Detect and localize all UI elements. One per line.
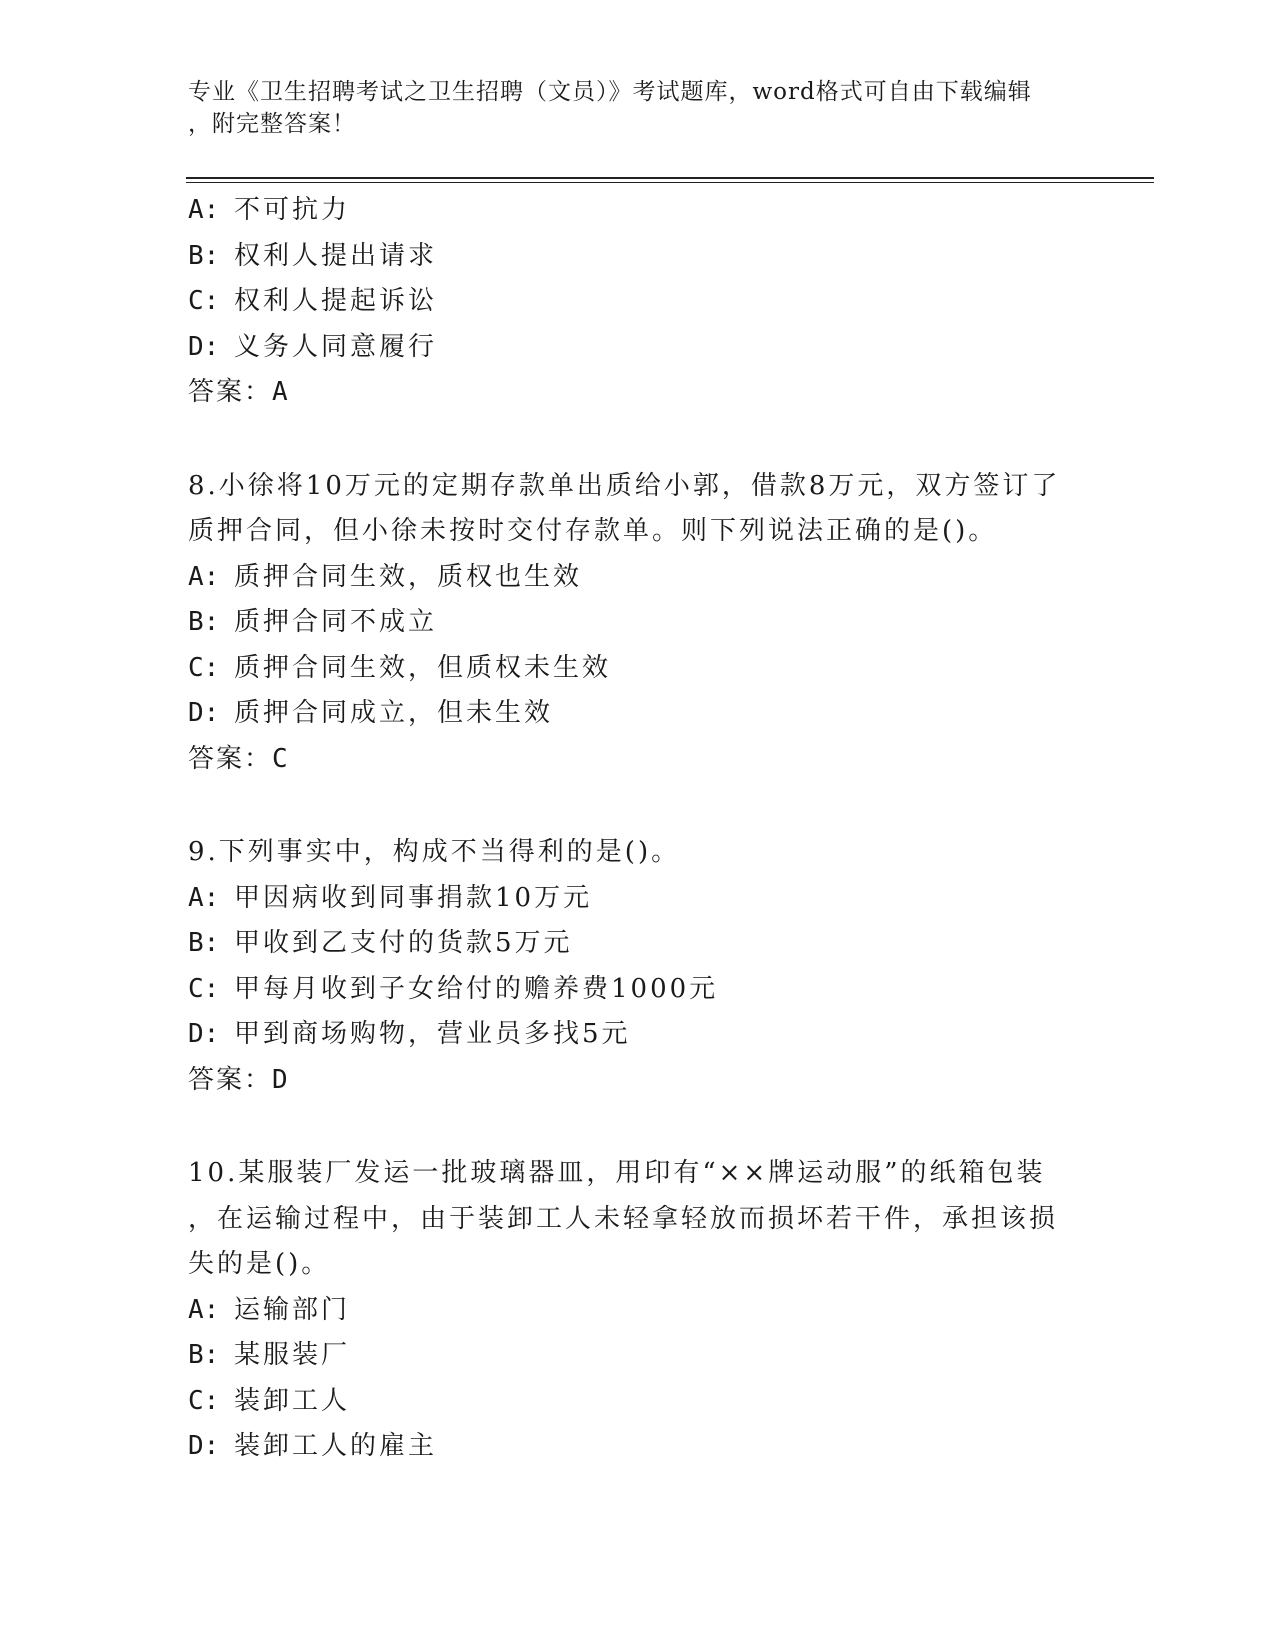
answer-value: D bbox=[272, 1064, 290, 1095]
option-label: C: bbox=[188, 973, 220, 1004]
option-text: 装卸工人 bbox=[234, 1385, 351, 1416]
answer-label: 答案： bbox=[188, 377, 273, 407]
option-text: 质押合同不成立 bbox=[234, 607, 438, 637]
answer-line bbox=[188, 737, 1088, 783]
option-b bbox=[188, 234, 1088, 280]
option-a bbox=[188, 1288, 1088, 1334]
question-8 bbox=[188, 464, 1088, 783]
option-label: A: bbox=[188, 561, 220, 592]
answer-label: 答案： bbox=[188, 1064, 273, 1095]
option-label: D: bbox=[188, 331, 220, 362]
header-divider-thin bbox=[186, 182, 1154, 183]
question-10 bbox=[188, 1151, 1088, 1470]
option-b bbox=[188, 1333, 1088, 1379]
option-text: 某服装厂 bbox=[234, 1340, 351, 1370]
question-stem: 8.小徐将10万元的定期存款单出质给小郭，借款8万元，双方签订了 bbox=[188, 470, 1061, 501]
option-c bbox=[188, 1379, 1088, 1425]
answer-value: A bbox=[272, 377, 290, 407]
option-c bbox=[188, 279, 1088, 325]
question-stem: 10.某服装厂发运一批玻璃器皿，用印有“××牌运动服”的纸箱包装 bbox=[188, 1158, 1046, 1188]
option-label: B: bbox=[188, 607, 220, 637]
option-d bbox=[188, 1012, 1088, 1058]
question-9 bbox=[188, 830, 1088, 1103]
option-a bbox=[188, 555, 1088, 601]
option-text: 运输部门 bbox=[234, 1294, 351, 1325]
option-text: 义务人同意履行 bbox=[234, 331, 438, 362]
option-text: 甲收到乙支付的货款5万元 bbox=[234, 928, 573, 958]
option-label: D: bbox=[188, 1431, 220, 1461]
option-label: C: bbox=[188, 1385, 220, 1416]
answer-line bbox=[188, 1058, 1088, 1104]
option-text: 甲因病收到同事捐款10万元 bbox=[234, 882, 593, 913]
option-label: B: bbox=[188, 240, 220, 271]
option-label: B: bbox=[188, 1340, 220, 1370]
question-stem: 质押合同，但小徐未按时交付存款单。则下列说法正确的是()。 bbox=[188, 516, 998, 546]
option-text: 质押合同成立，但未生效 bbox=[234, 698, 554, 728]
header-divider-thick bbox=[186, 177, 1154, 179]
option-label: C: bbox=[188, 286, 220, 316]
option-d bbox=[188, 325, 1088, 371]
answer-line bbox=[188, 370, 1088, 416]
question-list bbox=[188, 188, 1088, 1470]
option-label: D: bbox=[188, 698, 220, 728]
option-label: A: bbox=[188, 1294, 220, 1325]
option-text: 质押合同生效，质权也生效 bbox=[234, 561, 583, 592]
option-text: 甲每月收到子女给付的赡养费1000元 bbox=[234, 973, 719, 1004]
question-7 bbox=[188, 188, 1088, 416]
option-c bbox=[188, 967, 1088, 1013]
option-b bbox=[188, 921, 1088, 967]
option-d bbox=[188, 1424, 1088, 1470]
option-text: 权利人提起诉讼 bbox=[234, 286, 438, 316]
header-line-2: ，附完整答案！ bbox=[188, 111, 356, 137]
option-d bbox=[188, 691, 1088, 737]
option-a bbox=[188, 188, 1088, 234]
option-label: B: bbox=[188, 928, 220, 958]
option-c bbox=[188, 646, 1088, 692]
option-label: C: bbox=[188, 652, 220, 683]
header-line-1: 专业《卫生招聘考试之卫生招聘（文员）》考试题库，word格式可自由下载编辑 bbox=[188, 79, 1032, 105]
option-a bbox=[188, 876, 1088, 922]
question-stem: ，在运输过程中，由于装卸工人未轻拿轻放而损坏若干件，承担该损 bbox=[188, 1203, 1059, 1234]
option-text: 不可抗力 bbox=[234, 195, 351, 225]
option-label: A: bbox=[188, 195, 220, 225]
option-text: 装卸工人的雇主 bbox=[234, 1431, 438, 1461]
question-stem: 失的是()。 bbox=[188, 1249, 331, 1279]
answer-value: C bbox=[272, 743, 290, 774]
document-header bbox=[188, 76, 1068, 140]
option-text: 权利人提出请求 bbox=[234, 240, 438, 271]
option-label: D: bbox=[188, 1019, 220, 1049]
option-text: 甲到商场购物，营业员多找5元 bbox=[234, 1019, 631, 1049]
option-b bbox=[188, 600, 1088, 646]
option-label: A: bbox=[188, 882, 220, 913]
answer-label: 答案： bbox=[188, 743, 273, 774]
question-stem: 9.下列事实中，构成不当得利的是()。 bbox=[188, 837, 681, 867]
option-text: 质押合同生效，但质权未生效 bbox=[234, 652, 612, 683]
